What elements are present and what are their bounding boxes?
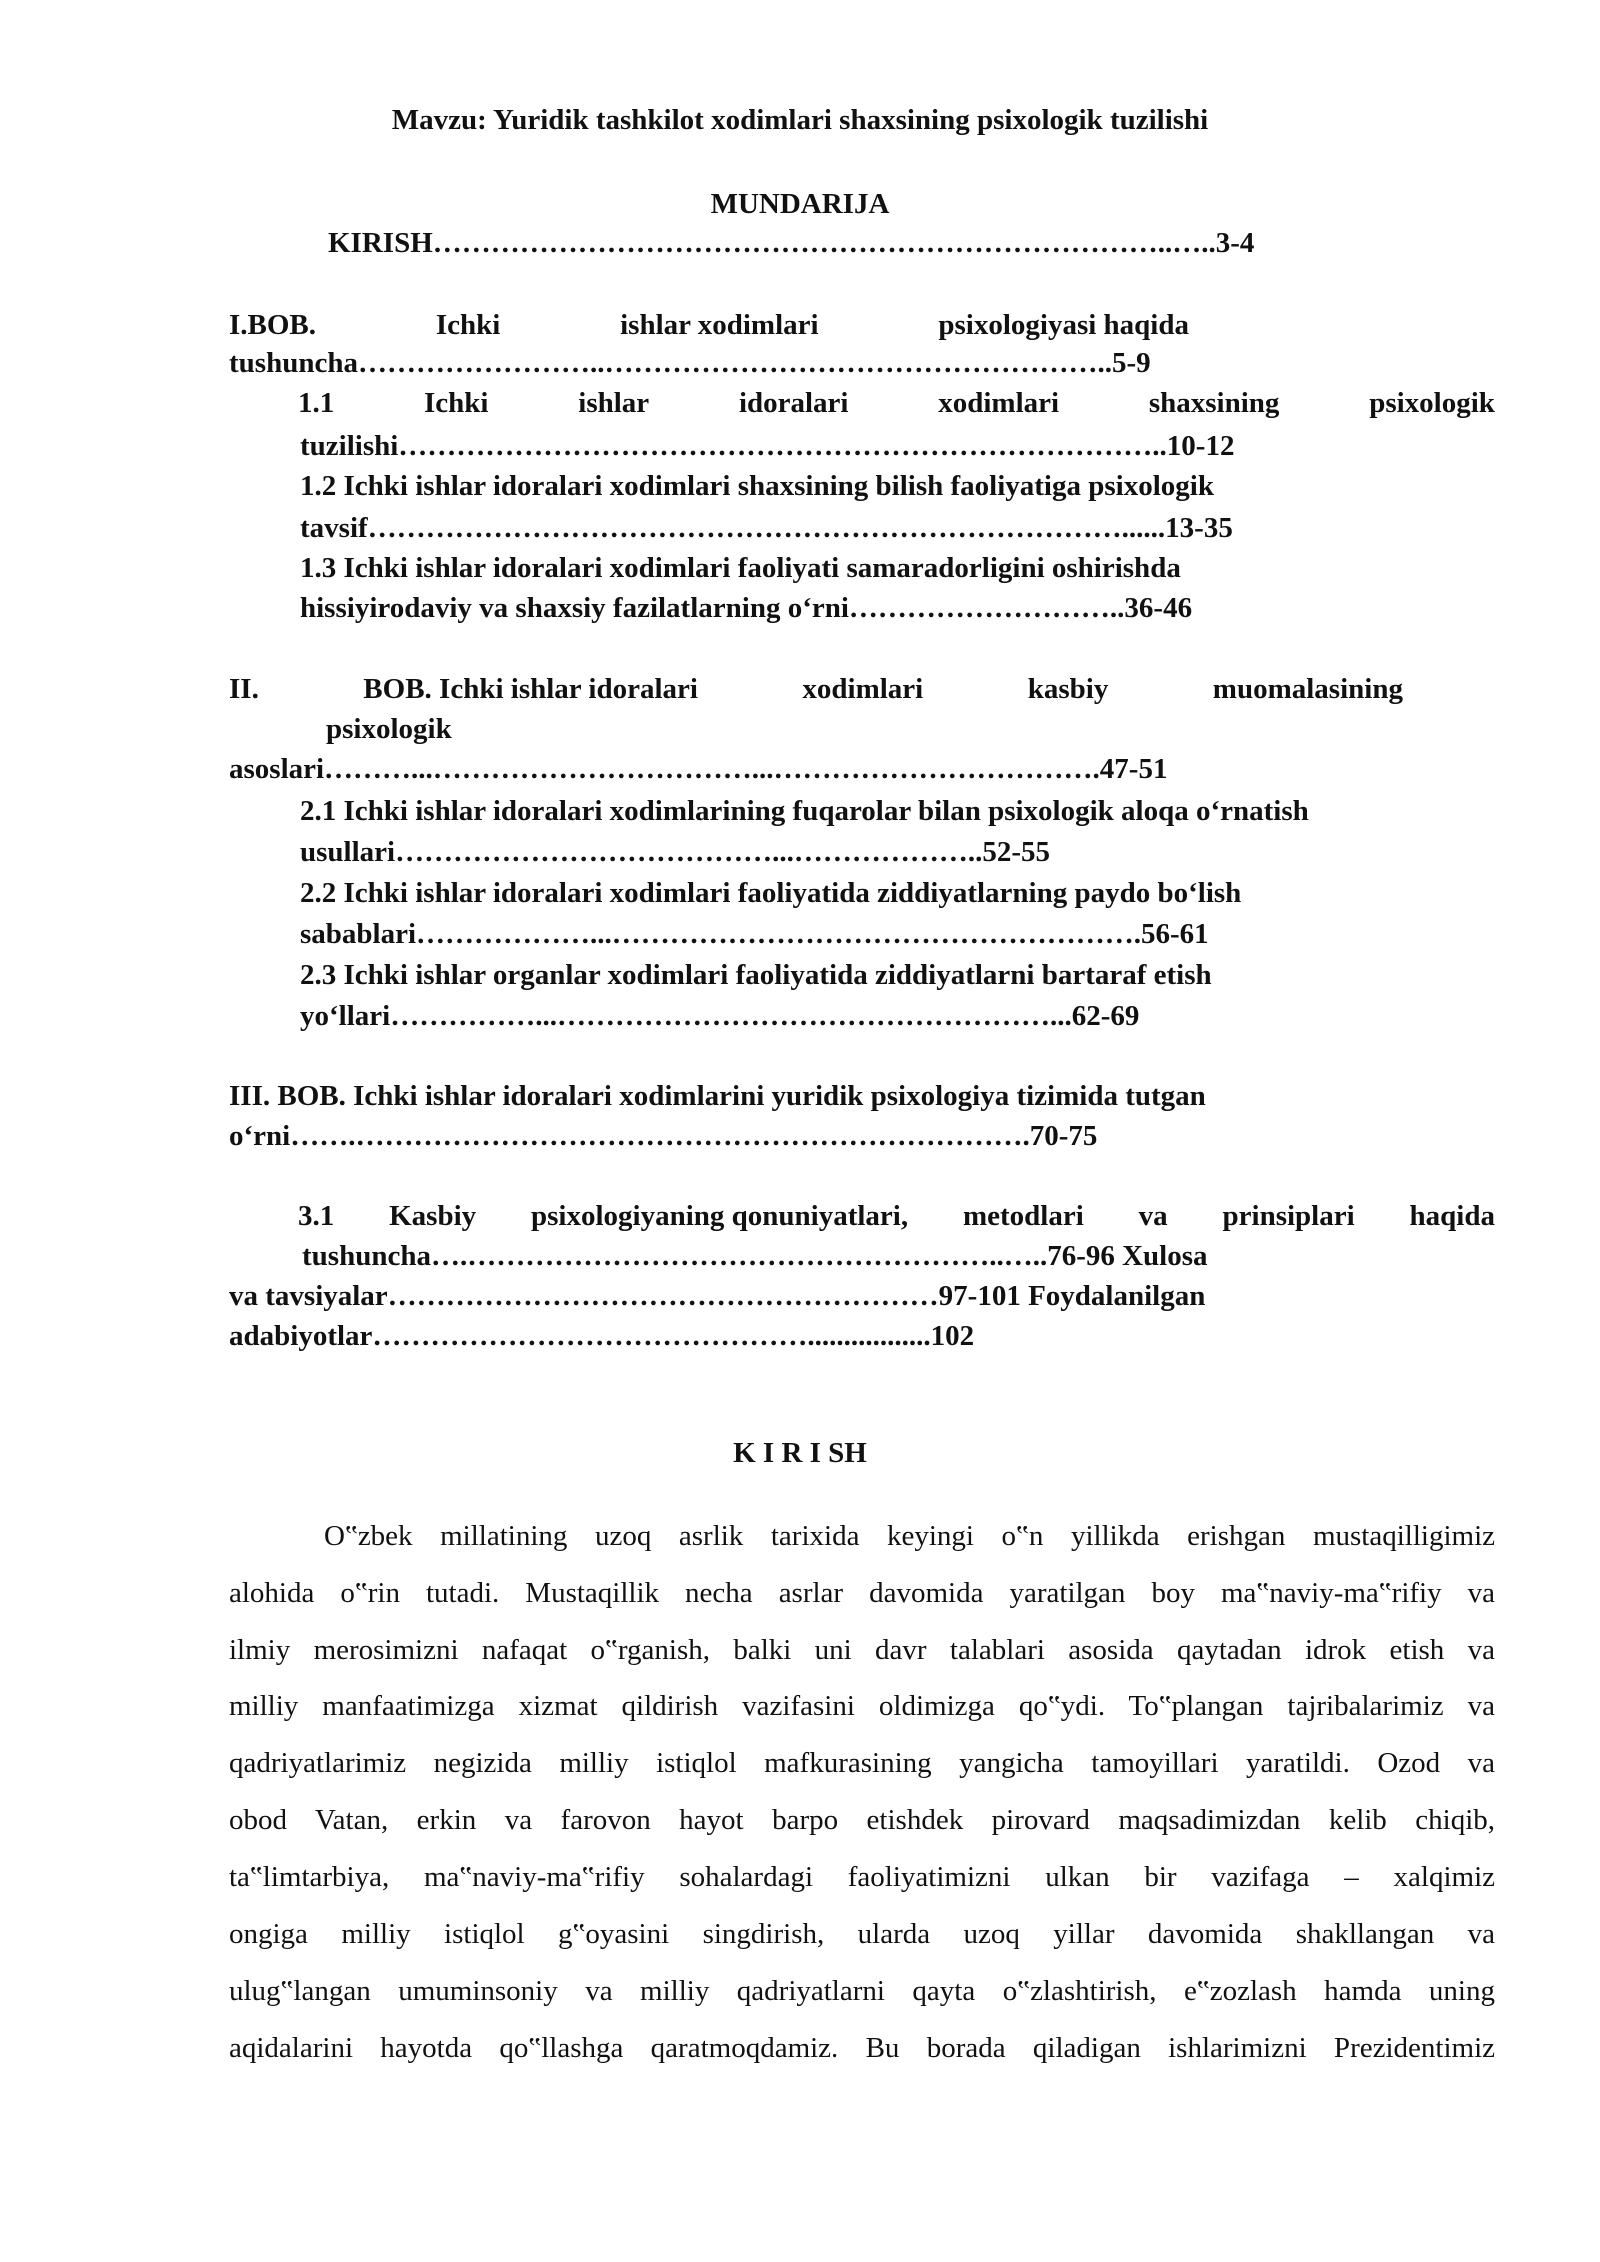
toc-entry-chapter-2 [229,673,1403,706]
toc-word: 1.1 [298,387,335,419]
toc-entry-2-1: 2.1 Ichki ishlar idoralari xodimlarining fuqarolar bilan psixologik aloqa o‘rnatish [300,795,1309,827]
toc-entry-chapter-1-page: tushuncha……………………..……………………………………………..5-9 [229,347,1151,379]
toc-entry-chapter-3: III. BOB. Ichki ishlar idoralari xodimlarini yuridik psixologiya tizimida tutgan [229,1080,1206,1112]
toc-word: 3.1 [298,1200,335,1232]
toc-entry-1-2: 1.2 Ichki ishlar idoralari xodimlari shaxsining bilish faoliyatiga psixologik [300,470,1214,502]
body-line-text: ta‟limtarbiya, ma‟naviy-ma‟rifiy sohalardagi faoliyatimizni ulkan bir vazifaga – xalqimiz [229,1861,1495,1893]
toc-word: xodimlari [938,387,1060,419]
toc-word: psixologik [1369,387,1495,419]
toc-word: shaxsining [1148,387,1280,419]
body-line-text: ongiga milliy istiqlol g‟oyasini singdirish, ularda uzoq yillar davomida shakllangan va [229,1918,1495,1950]
toc-entry-1-1 [298,387,1495,420]
toc-entry-1-2-page: tavsif……………………………………………………………………......13-35 [300,512,1233,544]
toc-word: psixologiyaning qonuniyatlari, [531,1200,909,1232]
toc-entry-chapter-2-page: asoslari………...……………………………...…………………………….47-51 [229,753,1168,785]
document-title: Mavzu: Yuridik tashkilot xodimlari shaxsining psixologik tuzilishi [391,104,1209,136]
body-line-text: ilmiy merosimizni nafaqat o‟rganish, balki uni davr talablari asosida qaytadan idrok etish va [229,1634,1495,1666]
body-line [229,1975,1495,2008]
toc-word: Ichki [424,387,489,419]
toc-word: kasbiy [1027,673,1109,705]
toc-word: psixologiyasi haqida [938,309,1189,341]
body-line-text: qadriyatlarimiz negizida milliy istiqlol mafkurasining yangicha tamoyillari yaratildi. Ozod va [229,1747,1495,1779]
toc-entry-1-3-page: hissiyirodaviy va shaxsiy fazilatlarning o‘rni………………………..36-46 [300,592,1193,624]
body-line-text: alohida o‟rin tutadi. Mustaqillik necha asrlar davomida yaratilgan boy ma‟naviy-ma‟rifiy va [229,1577,1495,1609]
toc-word: muomalasining [1212,673,1403,705]
body-line [229,1577,1495,1610]
toc-entry-chapter-3-page: o‘rni…….…………………………………………………………….70-75 [229,1120,1098,1152]
toc-entry-2-1-page: usullari…………………………………...………………..52-55 [300,836,1050,868]
toc-entry-chapter-2-cont: psixologik [326,713,452,745]
toc-word: ishlar [578,387,650,419]
toc-entry-2-3-page: yo‘llari……………...……………………………………………...62-69 [300,1000,1140,1032]
body-line-text: obod Vatan, erkin va farovon hayot barpo etishdek pirovard maqsadimizdan kelib chiqib, [229,1804,1495,1836]
body-line [229,1634,1495,1667]
body-line [229,1804,1495,1837]
toc-word: I.BOB. [229,309,317,341]
toc-entry-2-2: 2.2 Ichki ishlar idoralari xodimlari faoliyatida ziddiyatlarning paydo bo‘lish [300,877,1242,909]
toc-word: BOB. Ichki ishlar idoralari [363,673,698,705]
toc-word: va [1138,1200,1168,1232]
toc-word: ishlar xodimlari [620,309,819,341]
toc-word: II. [229,673,259,705]
section-heading-kirish: K I R I SH [733,1437,867,1469]
body-line-text: milliy manfaatimizga xizmat qildirish vazifasini oldimizga qo‟ydi. To‟plangan tajribalarimiz va [229,1690,1495,1722]
body-line-text: aqidalarini hayotda qo‟llashga qaratmoqdamiz. Bu borada qiladigan ishlarimizni Prezidentimiz [229,2032,1495,2064]
toc-entry-3-1-page: tushuncha….………………………………………………..…..76-96 Xulosa [302,1240,1208,1272]
toc-word: metodlari [962,1200,1084,1232]
body-line-text: O‟zbek millatining uzoq asrlik tarixida keyingi o‟n yillikda erishgan mustaqilligimiz [324,1520,1495,1552]
toc-word: xodimlari [802,673,924,705]
body-line [229,1918,1495,1951]
body-line [229,1861,1495,1894]
toc-entry-adabiyotlar: adabiyotlar……………………………………….................102 [229,1320,975,1352]
toc-entry-1-1-page: tuzilishi……………………………………………………………………..10-12 [300,430,1235,462]
toc-word: prinsiplari [1222,1200,1355,1232]
body-line-text: ulug‟langan umuminsoniy va milliy qadriyatlarni qayta o‟zlashtirish, e‟zozlash hamda uning [229,1975,1495,2007]
toc-heading: MUNDARIJA [710,188,890,220]
toc-word: idoralari [738,387,849,419]
body-line [229,2032,1495,2065]
body-line [229,1690,1495,1723]
toc-entry-chapter-1 [229,309,1189,342]
body-line [229,1747,1495,1780]
toc-entry-2-2-page: sabablari………………...……………………………………………….56-61 [300,918,1209,950]
toc-word: Kasbiy [389,1200,477,1232]
toc-entry-1-3: 1.3 Ichki ishlar idoralari xodimlari faoliyati samaradorligini oshirishda [300,552,1181,584]
toc-entry-xulosa: va tavsiyalar…………………………………………………97-101 Foydalanilgan [229,1280,1206,1312]
toc-word: Ichki [435,309,501,341]
toc-entry-2-3: 2.3 Ichki ishlar organlar xodimlari faoliyatida ziddiyatlarni bartaraf etish [300,959,1212,991]
toc-word: haqida [1409,1200,1495,1232]
toc-entry-kirish: KIRISH…………………………………………………………………..…..3-4 [328,227,1255,259]
toc-entry-3-1 [298,1200,1495,1233]
body-line [324,1520,1495,1553]
